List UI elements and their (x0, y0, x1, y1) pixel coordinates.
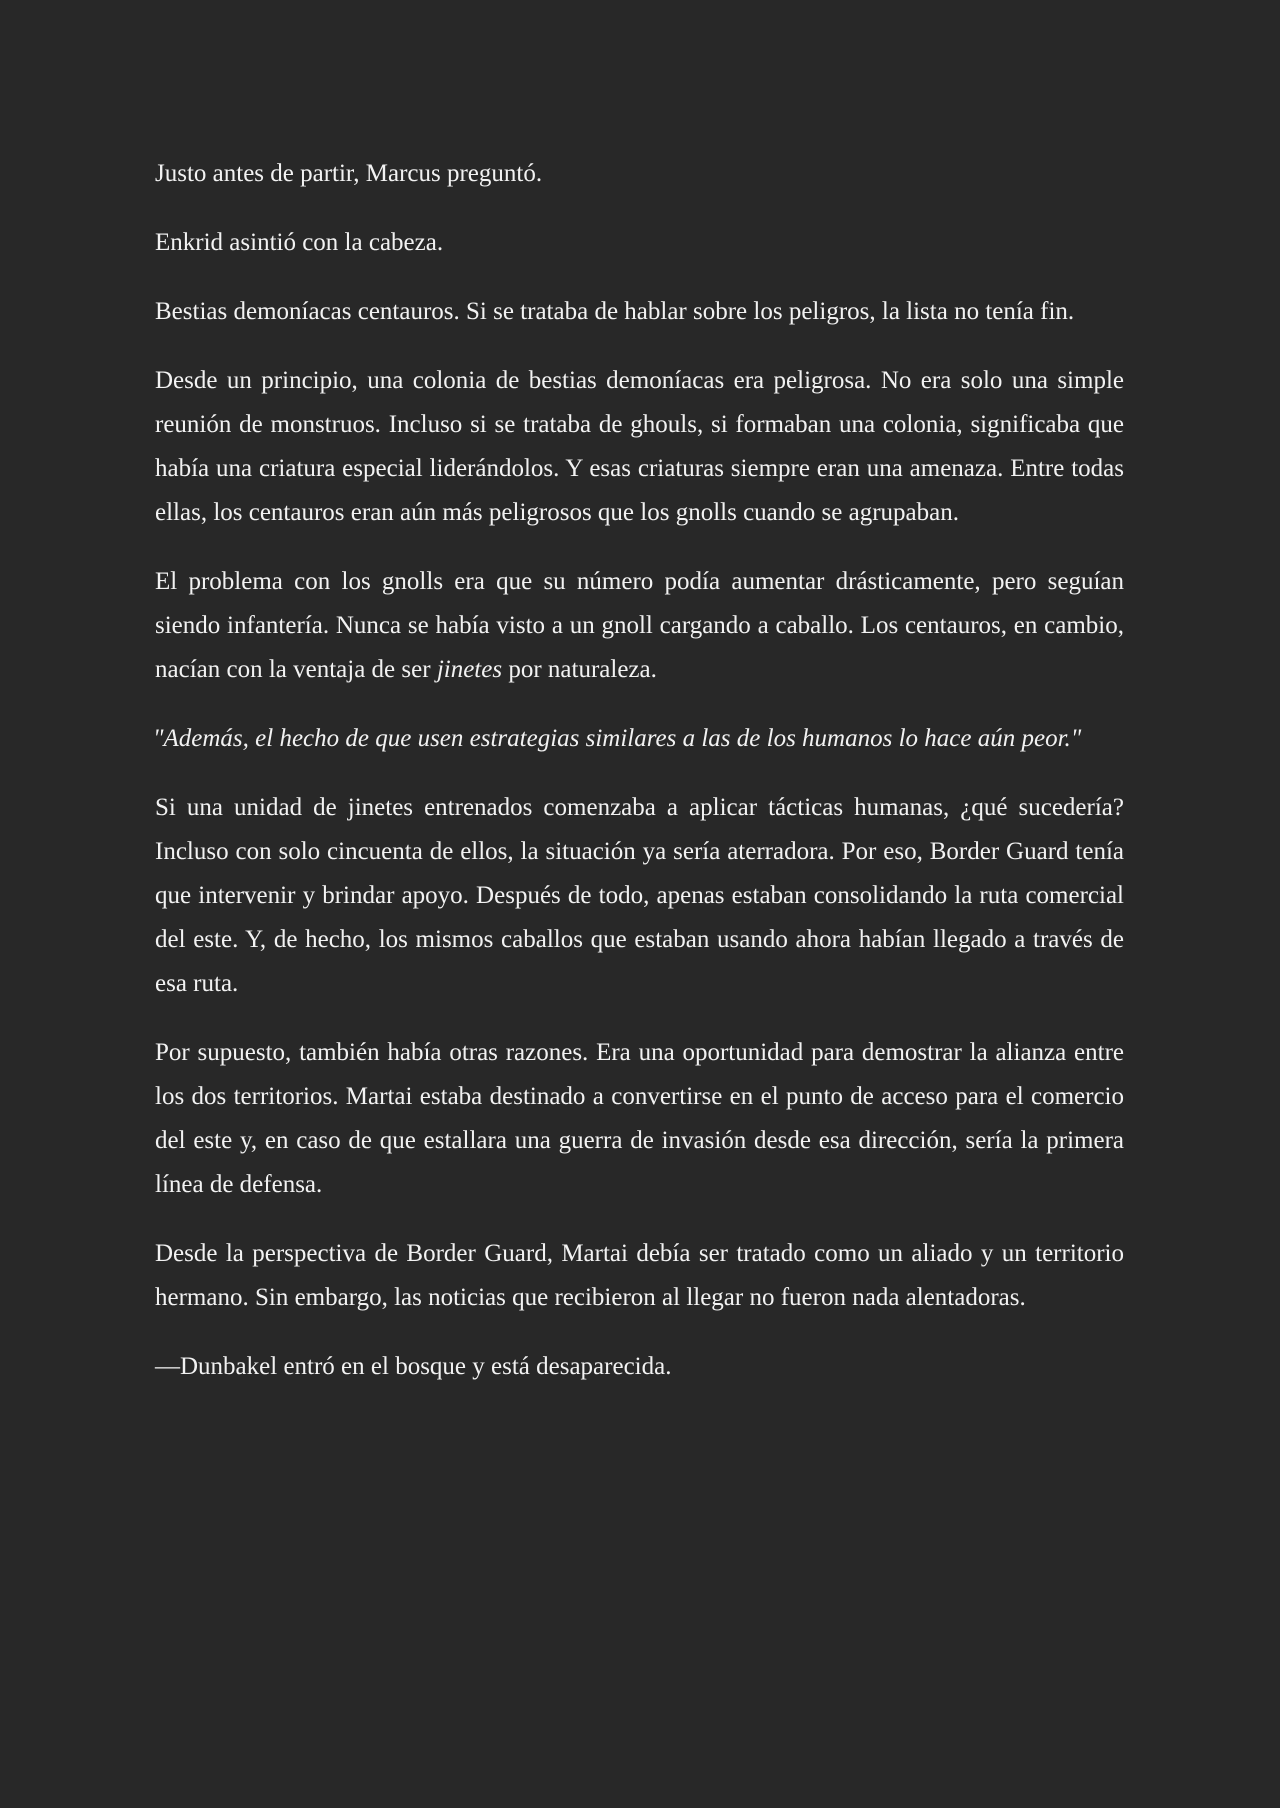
paragraph-5 (155, 560, 1124, 692)
paragraph-5-emphasis: jinetes (436, 656, 503, 683)
paragraph-1: Justo antes de partir, Marcus preguntó. (155, 160, 543, 187)
paragraph-7: Si una unidad de jinetes entrenados comenzaba a aplicar tácticas humanas, ¿qué sucedería? Incluso con solo cincuenta de ellos, la situación ya sería aterradora. Por eso, Border Guard tenía que intervenir y brindar apoyo. Después de todo, apenas estaban consolidando la ruta comercial del este. Y, de hecho, los mismos caballos que estaban usando ahora habían llegado a través de esa ruta. (155, 794, 1124, 997)
paragraph-5-text-start: El problema con los gnolls era que su número podía aumentar drásticamente, pero seguían siendo infantería. Nunca se había visto a un gnoll cargando a caballo. Los centauros, en cambio, nacían con la ventaja de ser (155, 568, 1124, 683)
paragraph-9: Desde la perspectiva de Border Guard, Martai debía ser tratado como un aliado y un territorio hermano. Sin embargo, las noticias que recibieron al llegar no fueron nada alentadoras. (155, 1240, 1124, 1311)
paragraph-4: Desde un principio, una colonia de bestias demoníacas era peligrosa. No era solo una simple reunión de monstruos. Incluso si se trataba de ghouls, si formaban una colonia, significaba que había una criatura especial liderándolos. Y esas criaturas siempre eran una amenaza. Entre todas ellas, los centauros eran aún más peligrosos que los gnolls cuando se agrupaban. (155, 367, 1124, 526)
paragraph-6-thought: "Además, el hecho de que usen estrategias similares a las de los humanos lo hace aún peor." (153, 725, 1082, 752)
reader-page (155, 152, 1124, 1414)
paragraph-2: Enkrid asintió con la cabeza. (155, 229, 444, 256)
paragraph-8: Por supuesto, también había otras razones. Era una oportunidad para demostrar la alianza entre los dos territorios. Martai estaba destinado a convertirse en el punto de acceso para el comercio del este y, en caso de que estallara una guerra de invasión desde esa dirección, sería la primera línea de defensa. (155, 1039, 1124, 1198)
paragraph-10-dialogue: —Dunbakel entró en el bosque y está desaparecida. (155, 1353, 672, 1380)
paragraph-3: Bestias demoníacas centauros. Si se trataba de hablar sobre los peligros, la lista no tenía fin. (155, 298, 1075, 325)
paragraph-5-text-end: por naturaleza. (502, 656, 657, 683)
